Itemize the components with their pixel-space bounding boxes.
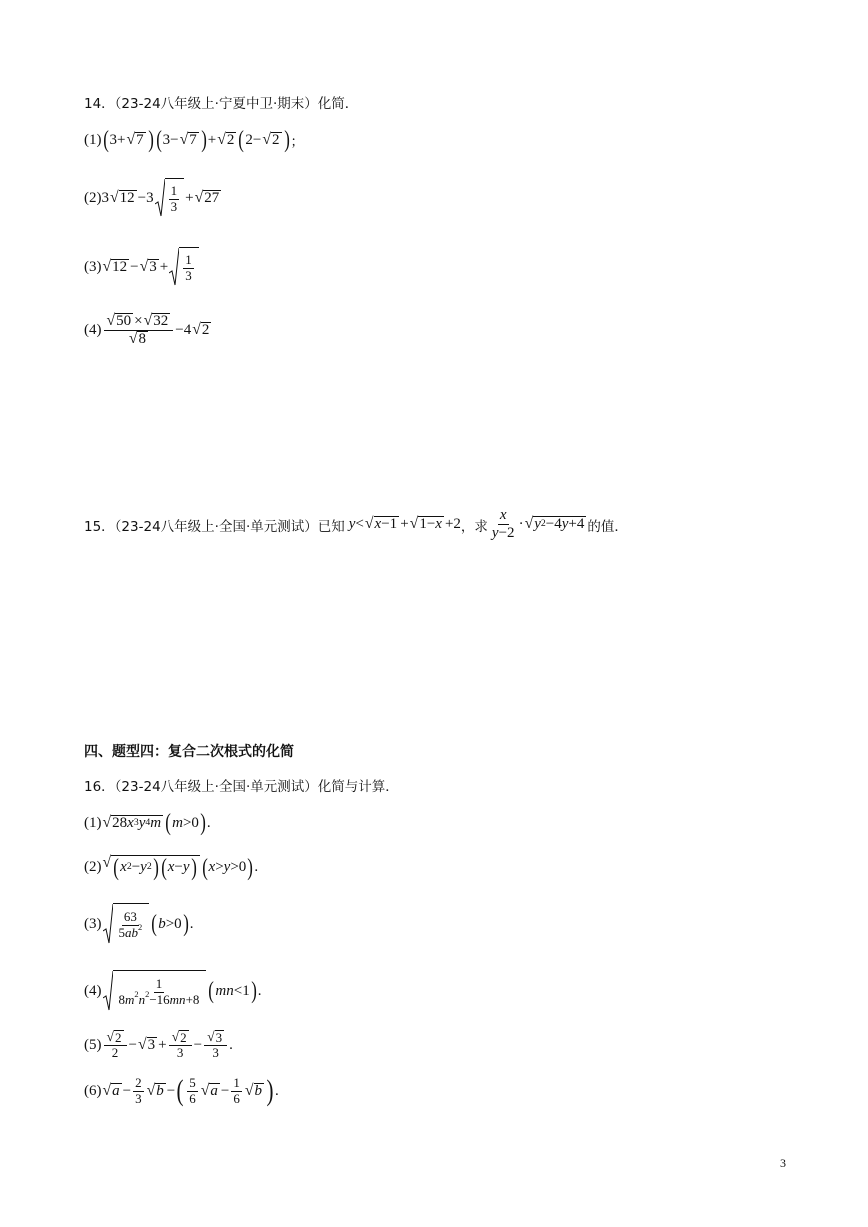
- q14-part3: (3) √ 12 − √ 3 + $\frac{1}{3}$: [84, 247, 200, 287]
- section-4-title: 四、题型四：复合二次根式的化简: [84, 744, 294, 760]
- q16-part2: (2) √ ( x $^2$ − y $^2$ ) ( x − y ) ( x>y>0 ) .: [84, 854, 259, 881]
- q16-part5: (5) √ 2 2 − √ 3 + √ 2 3 − √ 3 3 .: [84, 1029, 233, 1060]
- q14-part1: (1) ( 3+ √ 7 ) ( 3− √ 7 ) + √ 2 ( 2− √ 2 ) ；: [84, 127, 304, 153]
- q14-part4: (4) √ 50 × √ 32 √ 8 −4 √ 2: [84, 312, 210, 348]
- q16-part6: (6) √ a − $\frac{2}{3}$ √ b − ( $\frac{5}{6}$ √ a − $\frac{1}{6}$ √ b ) .: [84, 1074, 279, 1108]
- q16-part1: (1) √ 28 x $^3$ y $^4$ m ( m>0 ) .: [84, 810, 211, 836]
- page-number: 3: [780, 1156, 786, 1170]
- q14-header: 14．（23-24八年级上·宁夏中卫·期末）化简．: [84, 96, 359, 112]
- q16-part4: (4) $\frac{1}{8m^2n^2-16mn+8}$ ( mn<1 ) .: [84, 970, 261, 1012]
- q14-part2: (2) 3 √ 12 −3 $\frac{1}{3}$ + √ 27: [84, 178, 222, 218]
- q16-header: 16．（23-24八年级上·全国·单元测试）化简与计算．: [84, 779, 399, 795]
- q16-part3: (3) $\frac{63}{5ab^2}$ ( b>0 ) .: [84, 903, 193, 945]
- q15-line: 15．（23-24八年级上·全国·单元测试）已知 y < √ x −1 + √ 1− x +2 ，求 $\frac{x}{y-2}$ · √ y $^2$ −4 y +4 的值．: [84, 507, 628, 542]
